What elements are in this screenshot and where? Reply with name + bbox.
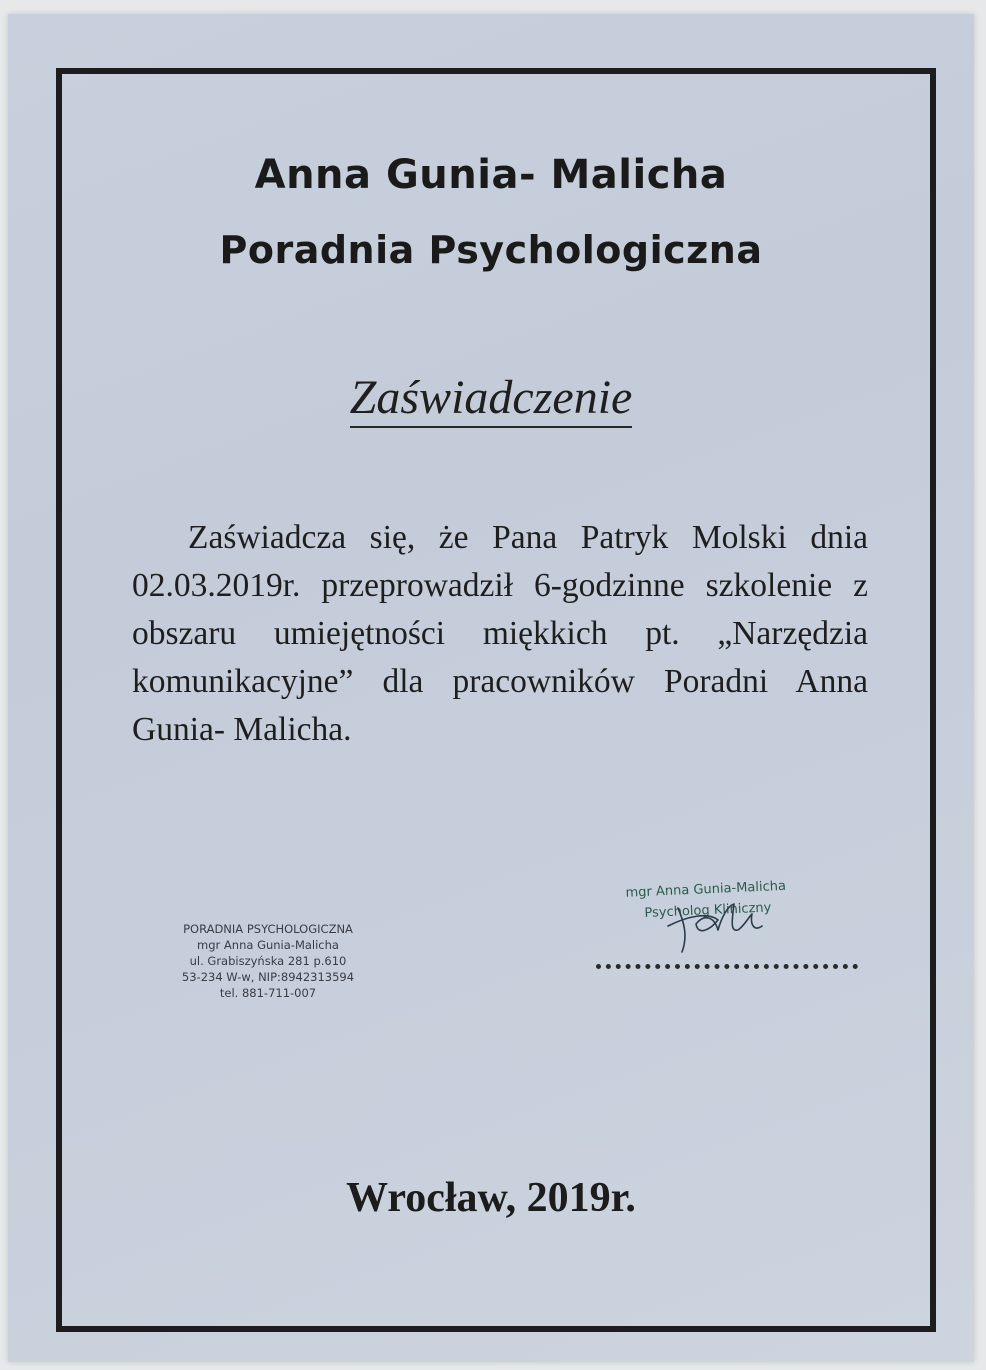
address-stamp [168,921,368,1001]
stamp-line-org: PORADNIA PSYCHOLOGICZNA [183,922,353,936]
stamp-line-street: ul. Grabiszyńska 281 p.610 [189,954,347,968]
org-subtitle: Poradnia Psychologiczna [219,228,763,272]
stamp-line-phone: tel. 881-711-007 [219,986,317,1000]
stamp-line-name: mgr Anna Gunia-Malicha [197,938,339,952]
signature-stamp-title: Psycholog Kliniczny [644,900,772,921]
signature-line [596,964,858,969]
document-title [8,370,974,425]
signature-stamp-name: mgr Anna Gunia-Malicha [625,878,787,901]
certificate-body: Zaświadcza się, że Pana Patryk Molski dnia 02.03.2019r. przeprowadził 6-godzinne szkolenie z obszaru umiejętności miękkich pt. „Narzędzia komunikacyjne” dla pracowników Poradni Anna Gunia- Malicha. [132,519,868,748]
handwritten-signature [648,886,788,966]
stamp-line-city-nip: 53-234 W-w, NIP:8942313594 [181,970,355,984]
place-and-date: Wrocław, 2019r. [346,1175,636,1221]
certificate-sheet [8,14,974,1362]
org-name: Anna Gunia- Malicha [254,152,728,198]
document-title-text: Zaświadczenie [350,371,633,428]
